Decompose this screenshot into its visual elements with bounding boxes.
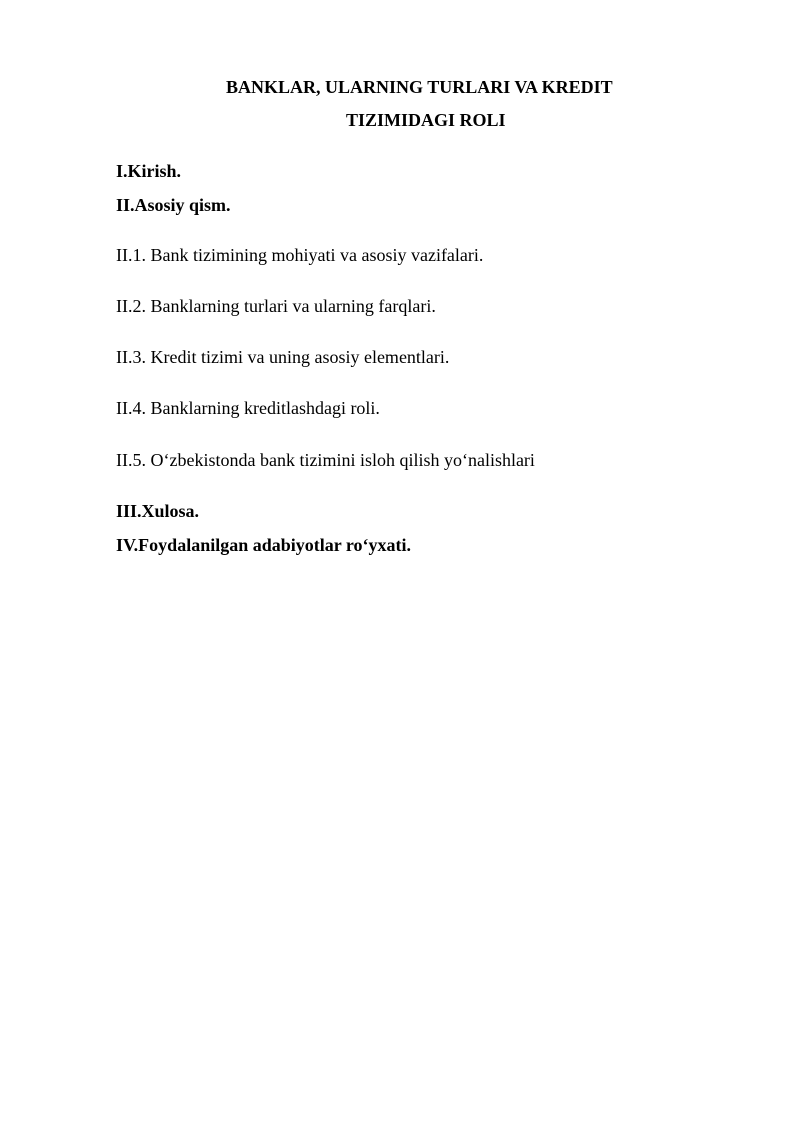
conclusion-heading: III.Xulosa. [116,501,200,521]
intro-heading: I.Kirish. [116,161,182,181]
section-item-3: II.3. Kredit tizimi va uning asosiy elementlari. [116,347,450,367]
section-item-4: II.4. Banklarning kreditlashdagi roli. [116,398,380,418]
section-item-5: II.5. O‘zbekistonda bank tizimini isloh qilish yo‘nalishlari [116,450,535,470]
title-line-1: BANKLAR, ULARNING TURLARI VA KREDIT [226,77,613,97]
title-line-2: TIZIMIDAGI ROLI [346,110,506,130]
section-item-2: II.2. Banklarning turlari va ularning farqlari. [116,296,436,316]
section-item-1: II.1. Bank tizimining mohiyati va asosiy vazifalari. [116,245,484,265]
references-heading: IV.Foydalanilgan adabiyotlar ro‘yxati. [116,535,412,555]
main-part-heading: II.Asosiy qism. [116,195,231,215]
